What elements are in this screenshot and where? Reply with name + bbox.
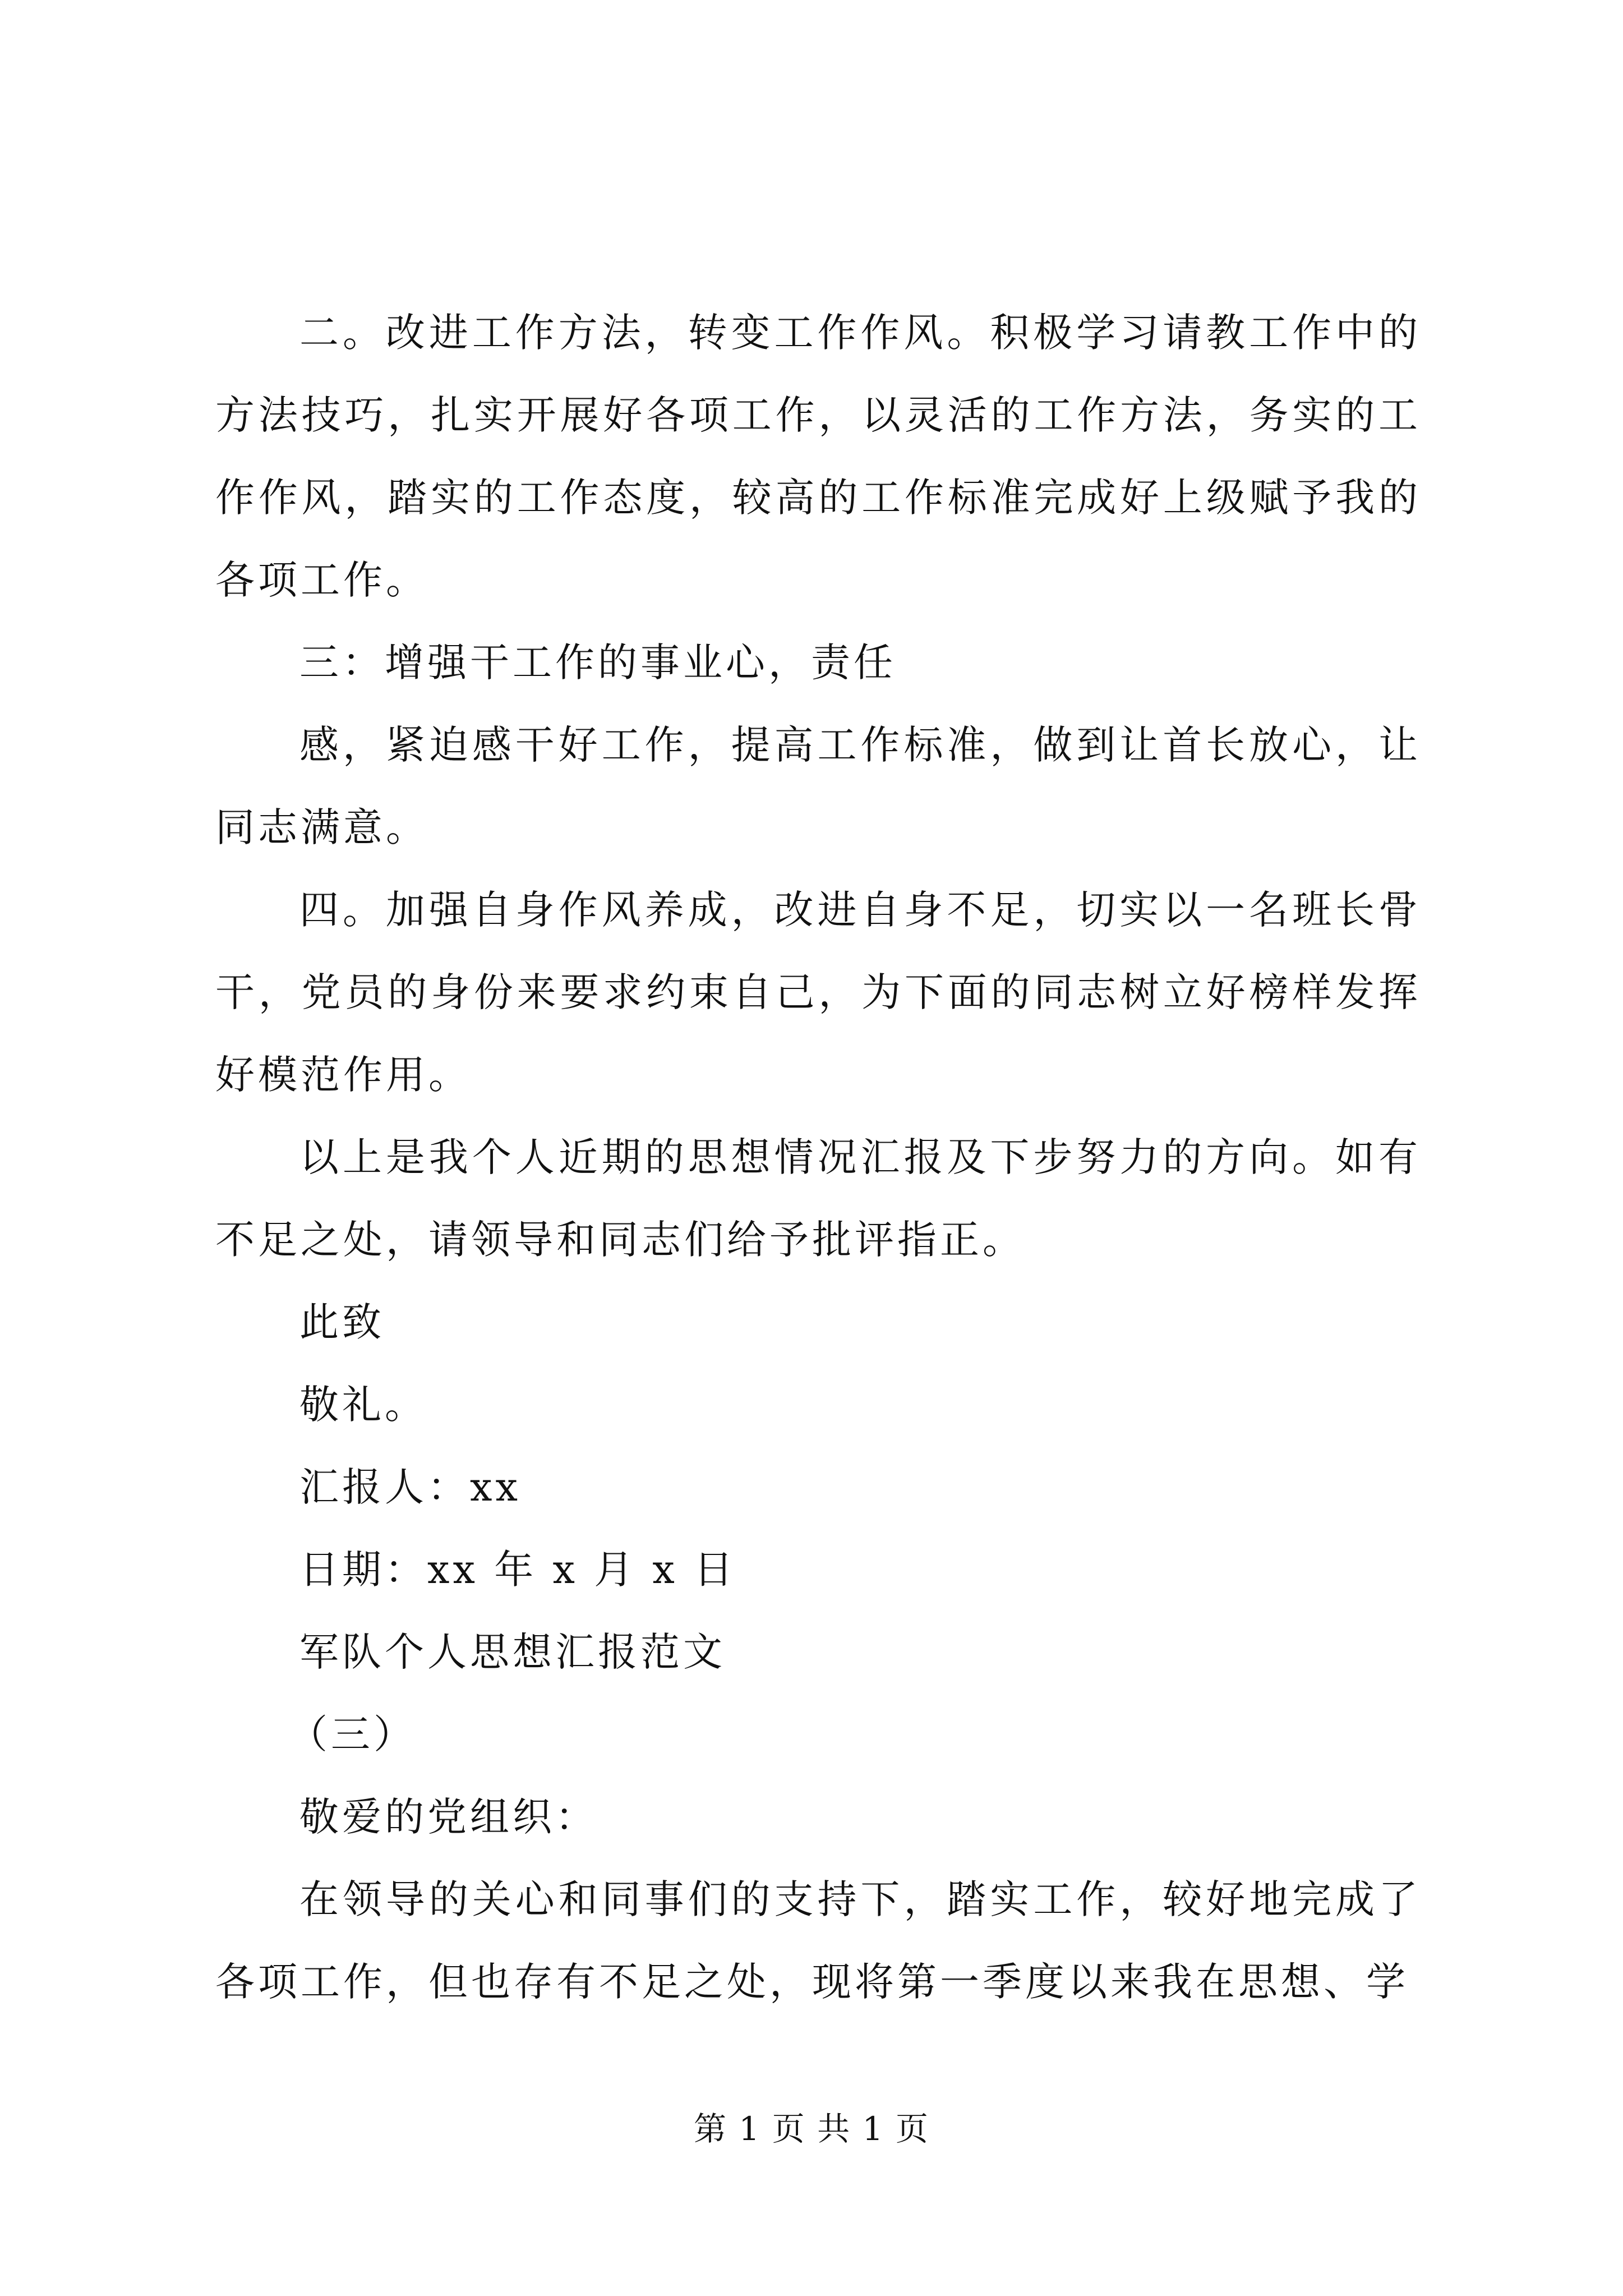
intro-paragraph: 在领导的关心和同事们的支持下，踏实工作，较好地完成了各项工作，但也存有不足之处，现将第一季度以来我在思想、学 xyxy=(215,1876,1421,2005)
salute-text: 敬礼。 xyxy=(299,1382,427,1428)
date-line: 日期：xx 年 x 月 x 日 xyxy=(299,1547,737,1593)
paragraph-urgency: 感，紧迫感干好工作，提高工作标准，做到让首长放心，让同志满意。 xyxy=(215,722,1421,850)
paragraph-method: 二。改进工作方法，转变工作作风。积极学习请教工作中的方法技巧，扎实开展好各项工作，以灵活的工作方法，务实的工作作风，踏实的工作态度，较高的工作标准完成好上级赋予我的各项工作。 xyxy=(215,310,1421,603)
paragraph-conduct: 四。加强自身作风养成，改进自身不足，切实以一名班长骨干，党员的身份来要求约束自己，为下面的同志树立好榜样发挥好模范作用。 xyxy=(215,887,1421,1098)
document-body xyxy=(215,292,1421,2023)
reporter-line: 汇报人：xx xyxy=(299,1464,521,1510)
next-article-number: （三） xyxy=(288,1711,416,1757)
closing-text: 此致 xyxy=(299,1299,385,1345)
paragraph-responsibility: 三：增强干工作的事业心，责任 xyxy=(299,639,896,685)
paragraph-summary: 以上是我个人近期的思想情况汇报及下步努力的方向。如有不足之处，请领导和同志们给予批评指正。 xyxy=(215,1134,1421,1263)
page-footer: 第 1 页 共 1 页 xyxy=(694,2110,929,2148)
next-article-title: 军队个人思想汇报范文 xyxy=(299,1629,726,1675)
greeting-line: 敬爱的党组织： xyxy=(299,1794,598,1840)
